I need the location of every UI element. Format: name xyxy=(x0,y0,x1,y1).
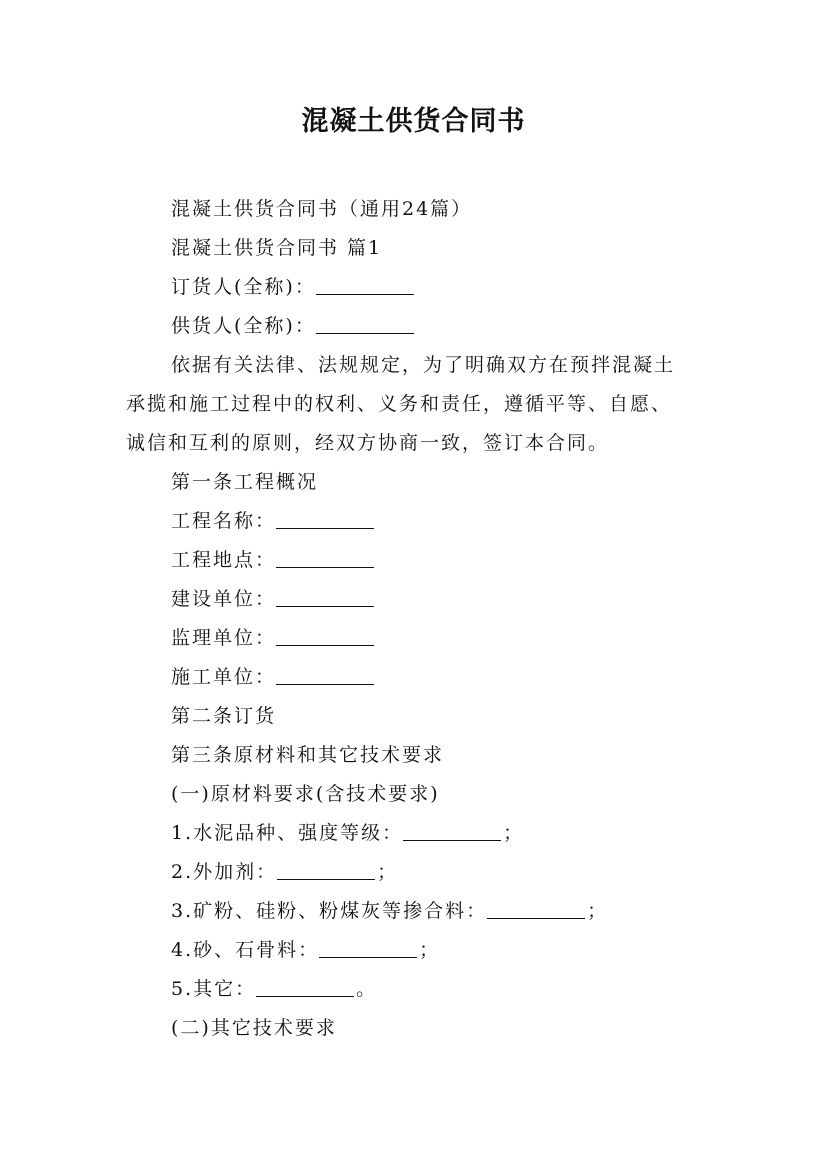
item-2-line xyxy=(126,853,726,892)
item-5-blank[interactable] xyxy=(256,974,354,997)
item-4-punct: ； xyxy=(419,939,441,961)
subsection-1-heading: (一)原材料要求(含技术要求) xyxy=(171,783,440,805)
orderer-line xyxy=(126,268,726,307)
section-2-heading: 第二条订货 xyxy=(171,705,277,727)
intro-line-1: 依据有关法律、法规规定，为了明确双方在预拌混凝土 xyxy=(171,354,676,376)
item-3-punct: ； xyxy=(587,900,609,922)
item-2-punct: ； xyxy=(377,861,399,883)
item-4-blank[interactable] xyxy=(319,935,417,958)
builder-unit-line xyxy=(126,580,726,619)
item-3-label: 3.矿粉、硅粉、粉煤灰等掺合料： xyxy=(171,900,488,922)
item-3-blank[interactable] xyxy=(487,896,585,919)
intro-line-3: 诚信和互利的原则，经双方协商一致，签订本合同。 xyxy=(126,432,610,454)
item-3-line xyxy=(126,892,726,931)
item-5-punct: 。 xyxy=(356,978,378,1000)
orderer-blank[interactable] xyxy=(316,272,414,295)
supervisor-unit-line xyxy=(126,619,726,658)
document-title: 混凝土供货合同书 xyxy=(301,106,526,137)
item-5-label: 5.其它： xyxy=(171,978,257,1000)
supplier-label: 供货人(全称)： xyxy=(171,315,316,337)
subsection-2-heading: (二)其它技术要求 xyxy=(171,1017,337,1039)
project-name-label: 工程名称： xyxy=(171,510,277,532)
item-1-punct: ； xyxy=(503,822,525,844)
orderer-label: 订货人(全称)： xyxy=(171,276,316,298)
construction-unit-blank[interactable] xyxy=(276,662,374,685)
item-2-label: 2.外加剂： xyxy=(171,861,278,883)
builder-unit-blank[interactable] xyxy=(276,584,374,607)
item-4-line xyxy=(126,931,726,970)
item-1-line xyxy=(126,814,726,853)
item-5-line xyxy=(126,970,726,1009)
project-site-blank[interactable] xyxy=(276,545,374,568)
project-name-blank[interactable] xyxy=(276,506,374,529)
item-1-label: 1.水泥品种、强度等级： xyxy=(171,822,404,844)
construction-unit-line xyxy=(126,658,726,697)
supplier-blank[interactable] xyxy=(316,311,414,334)
construction-unit-label: 施工单位： xyxy=(171,666,277,688)
item-2-blank[interactable] xyxy=(277,857,375,880)
supplier-line xyxy=(126,307,726,346)
supervisor-unit-blank[interactable] xyxy=(276,623,374,646)
project-name-line xyxy=(126,502,726,541)
item-4-label: 4.砂、石骨料： xyxy=(171,939,320,961)
article-heading: 混凝土供货合同书 篇1 xyxy=(171,237,383,259)
item-1-blank[interactable] xyxy=(403,818,501,841)
intro-line-2: 承揽和施工过程中的权利、义务和责任，遵循平等、自愿、 xyxy=(126,393,673,415)
project-site-label: 工程地点： xyxy=(171,549,277,571)
builder-unit-label: 建设单位： xyxy=(171,588,277,610)
document-body xyxy=(126,190,726,1048)
section-1-heading: 第一条工程概况 xyxy=(171,471,319,493)
project-site-line xyxy=(126,541,726,580)
section-3-heading: 第三条原材料和其它技术要求 xyxy=(171,744,445,766)
supervisor-unit-label: 监理单位： xyxy=(171,627,277,649)
subtitle: 混凝土供货合同书（通用24篇） xyxy=(171,198,473,220)
